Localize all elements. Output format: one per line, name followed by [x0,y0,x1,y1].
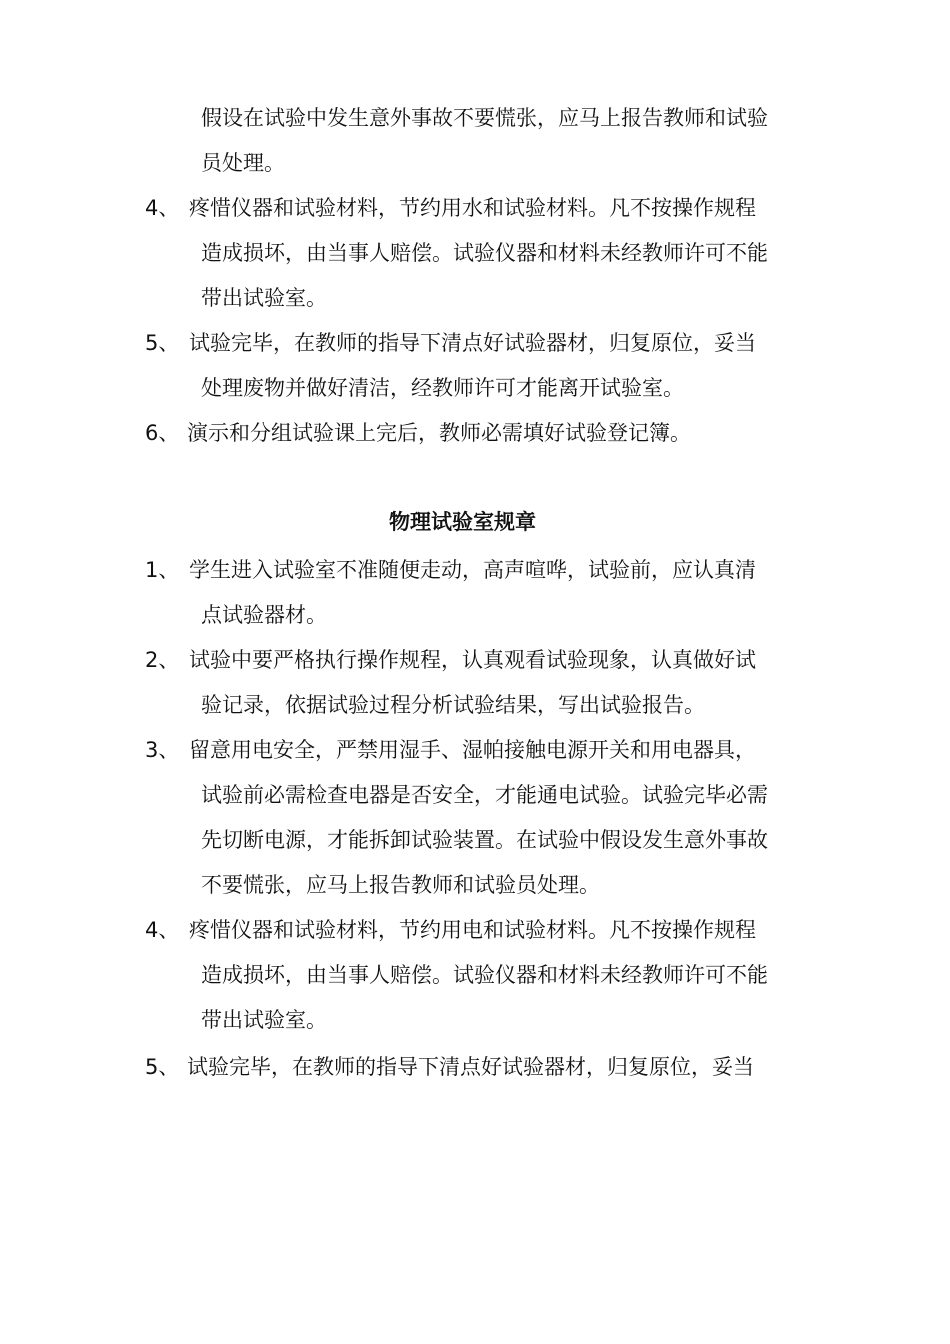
item-number: 5、 [145,331,180,355]
item-number: 5、 [145,1055,180,1079]
item-line: 不要慌张，应马上报告教师和试验员处理。 [201,873,600,897]
item-line: 试验前必需检查电器是否安全，才能通电试验。试验完毕必需 [201,783,768,807]
item-line: 试验中要严格执行操作规程，认真观看试验现象，认真做好试 [189,648,756,672]
item-line: 疼惜仪器和试验材料，节约用水和试验材料。凡不按操作规程 [189,196,756,220]
continuation-line: 员处理。 [201,151,285,175]
item-line: 试验完毕，在教师的指导下清点好试验器材，归复原位，妥当 [187,1055,754,1079]
item-line: 造成损坏，由当事人赔偿。试验仪器和材料未经教师许可不能 [201,963,768,987]
item-number: 3、 [145,738,180,762]
item-line: 处理废物并做好清洁，经教师许可才能离开试验室。 [201,376,684,400]
continuation-line: 假设在试验中发生意外事故不要慌张，应马上报告教师和试验 [201,106,768,130]
item-number: 2、 [145,648,180,672]
item-number: 1、 [145,558,180,582]
item-number: 6、 [145,421,180,445]
item-line: 疼惜仪器和试验材料，节约用电和试验材料。凡不按操作规程 [189,918,756,942]
item-line: 造成损坏，由当事人赔偿。试验仪器和材料未经教师许可不能 [201,241,768,265]
item-line: 演示和分组试验课上完后，教师必需填好试验登记簿。 [187,421,691,445]
item-line: 点试验器材。 [201,603,327,627]
item-line: 学生进入试验室不准随便走动，高声喧哗，试验前，应认真清 [189,558,756,582]
item-line: 试验完毕，在教师的指导下清点好试验器材，归复原位，妥当 [189,331,756,355]
item-number: 4、 [145,196,180,220]
item-line: 带出试验室。 [201,286,327,310]
item-line: 先切断电源，才能拆卸试验装置。在试验中假设发生意外事故 [201,828,768,852]
item-number: 4、 [145,918,180,942]
item-line: 验记录，依据试验过程分析试验结果，写出试验报告。 [201,693,705,717]
section-title: 物理试验室规章 [389,510,536,534]
item-line: 留意用电安全，严禁用湿手、湿帕接触电源开关和用电器具， [189,738,756,762]
item-line: 带出试验室。 [201,1008,327,1032]
